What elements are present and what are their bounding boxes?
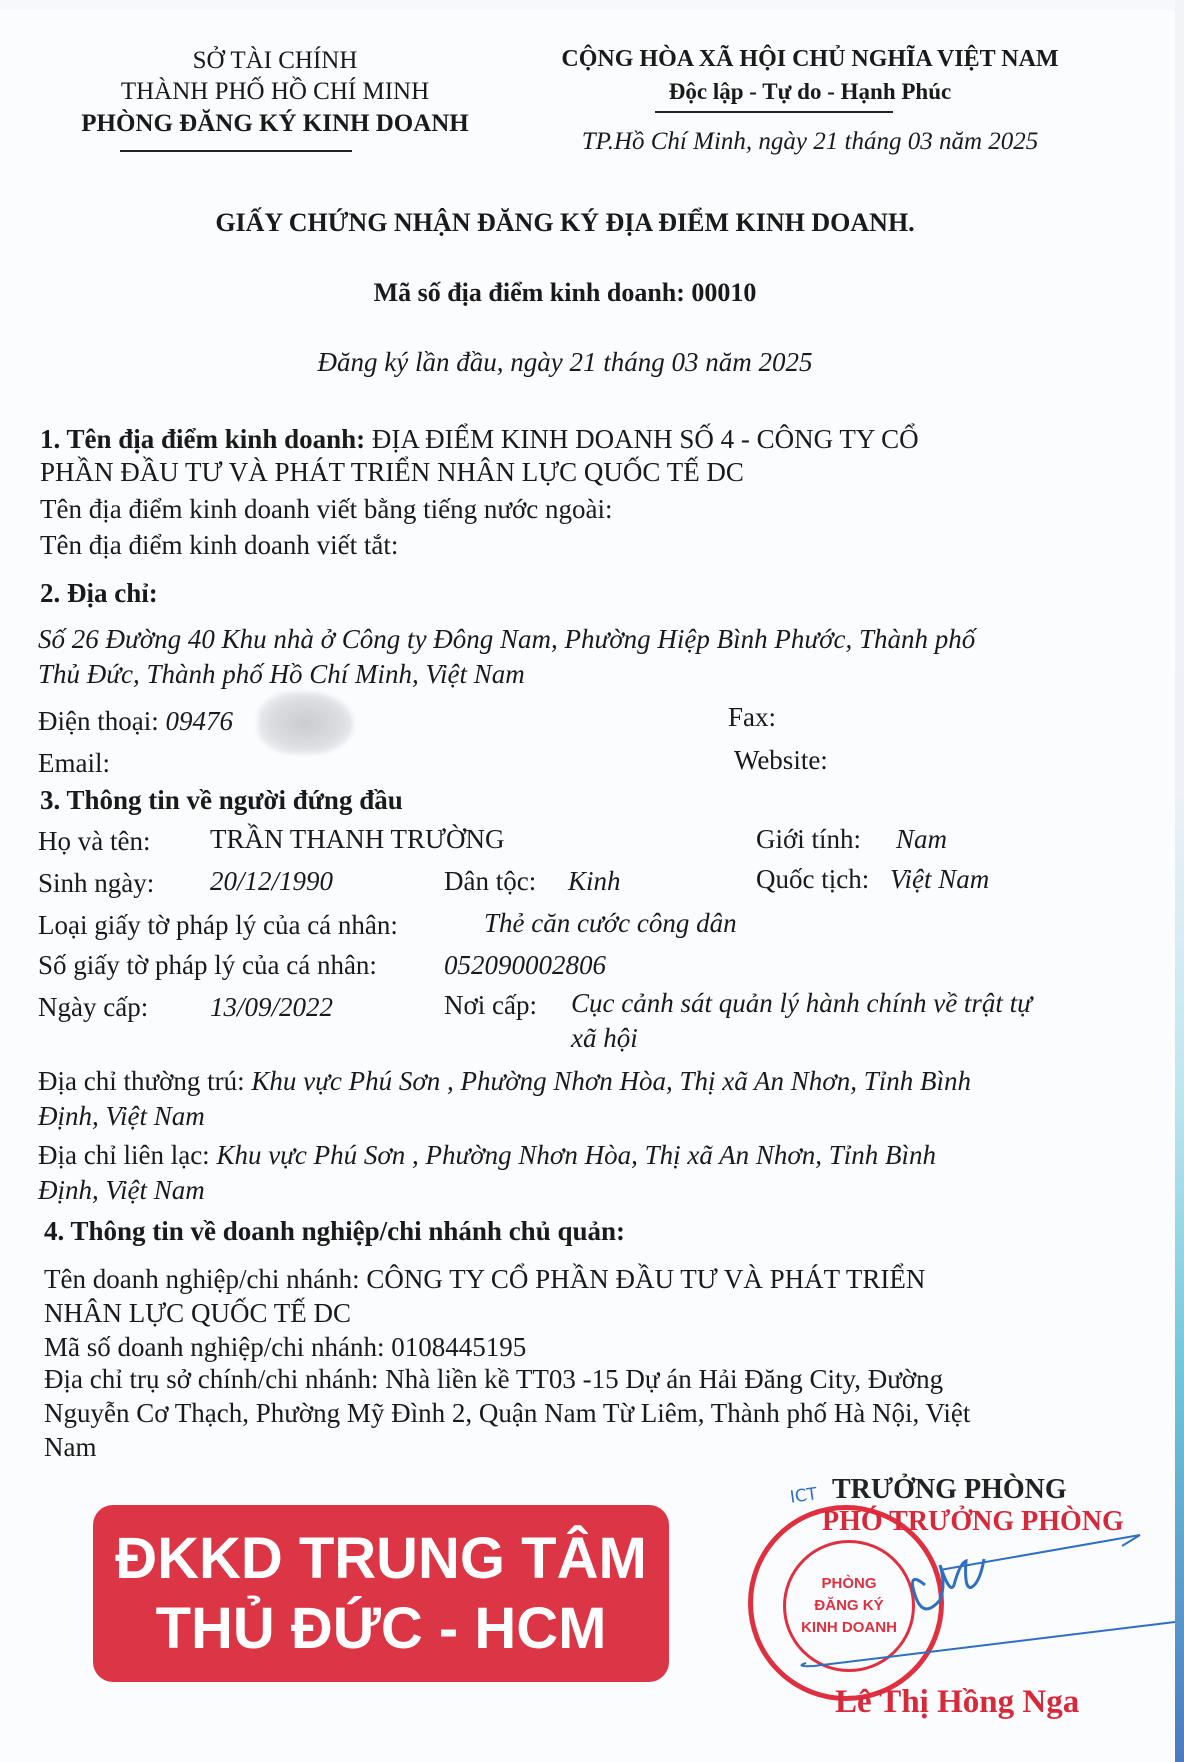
first-registration-date: Đăng ký lần đầu, ngày 21 tháng 03 năm 2025	[317, 347, 813, 377]
location-code: Mã số địa điểm kinh doanh: 00010	[373, 278, 757, 307]
section2-label: 2. Địa chỉ:	[40, 578, 158, 608]
section1-label: 1. Tên địa điểm kinh doanh:	[40, 424, 366, 454]
section3-label: 3. Thông tin về người đứng đầu	[40, 785, 403, 815]
id-number-value: 052090002806	[444, 950, 606, 980]
address-line1: Số 26 Đường 40 Khu nhà ở Công ty Đông Nam, Phường Hiệp Bình Phước, Thành phố	[38, 624, 976, 654]
permanent-address-line2: Định, Việt Nam	[38, 1101, 205, 1131]
section4-label: 4. Thông tin về doanh nghiệp/chi nhánh chủ quản:	[44, 1216, 626, 1246]
issue-date-value: 13/09/2022	[210, 992, 334, 1022]
phone-value: 09476	[165, 706, 233, 736]
issue-place-line1: Cục cảnh sát quản lý hành chính về trật tự	[571, 988, 1032, 1018]
name-value: TRẦN THANH TRƯỜNG	[210, 824, 505, 854]
section1-value: ĐỊA ĐIỂM KINH DOANH SỐ 4 - CÔNG TY CỔ	[365, 424, 919, 454]
signer-name: Lê Thị Hồng Nga	[835, 1684, 1080, 1720]
ict-handwritten-mark: ICT	[788, 1484, 819, 1508]
website-label: Website:	[734, 745, 828, 775]
foreign-name-label: Tên địa điểm kinh doanh viết bằng tiếng nước ngoài:	[40, 494, 613, 524]
header-right-date: TP.Hồ Chí Minh, ngày 21 tháng 03 năm 2025	[581, 128, 1039, 155]
nationality-label: Quốc tịch:	[756, 864, 870, 894]
banner-line1: ĐKKD TRUNG TÂM	[115, 1525, 647, 1591]
permanent-address-value: Khu vực Phú Sơn , Phường Nhơn Hòa, Thị xã An Nhơn, Tỉnh Bình	[244, 1066, 971, 1096]
dob-label: Sinh ngày:	[38, 868, 155, 898]
header-left-line2: THÀNH PHỐ HỒ CHÍ MINH	[120, 78, 430, 105]
issue-date-label: Ngày cấp:	[38, 992, 149, 1022]
banner-line2: THỦ ĐỨC - HCM	[155, 1595, 607, 1661]
fax-label: Fax:	[728, 702, 777, 732]
parent-company-code: Mã số doanh nghiệp/chi nhánh: 0108445195	[44, 1332, 527, 1362]
stamp-line2: ĐĂNG KÝ	[814, 1597, 884, 1614]
issue-place-label: Nơi cấp:	[444, 990, 537, 1020]
header-left-line1: SỞ TÀI CHÍNH	[192, 47, 358, 74]
contact-address-value: Khu vực Phú Sơn , Phường Nhơn Hòa, Thị xã An Nhơn, Tỉnh Bình	[209, 1140, 937, 1170]
permanent-address-label: Địa chỉ thường trú:	[38, 1066, 245, 1096]
ethnicity-value: Kinh	[568, 866, 621, 896]
hq-address-line2: Nguyễn Cơ Thạch, Phường Mỹ Đình 2, Quận Nam Từ Liêm, Thành phố Hà Nội, Việt	[44, 1398, 971, 1428]
stamp-line1: PHÒNG	[821, 1575, 877, 1592]
issue-place-line2: xã hội	[571, 1023, 638, 1053]
deputy-title: PHÓ TRƯỞNG PHÒNG	[822, 1506, 1124, 1537]
id-type-label: Loại giấy tờ pháp lý của cá nhân:	[38, 910, 398, 940]
gender-value: Nam	[896, 824, 948, 854]
parent-company-line2: NHÂN LỰC QUỐC TẾ DC	[44, 1298, 351, 1328]
signature-title: TRƯỞNG PHÒNG	[832, 1474, 1067, 1505]
address-line2: Thủ Đức, Thành phố Hồ Chí Minh, Việt Nam	[38, 659, 525, 689]
hq-address-line1: Địa chỉ trụ sở chính/chi nhánh: Nhà liền kề TT03 -15 Dự án Hải Đăng City, Đường	[44, 1364, 944, 1394]
document-title: GIẤY CHỨNG NHẬN ĐĂNG KÝ ĐỊA ĐIỂM KINH DOANH.	[215, 208, 915, 237]
hq-address-line3: Nam	[44, 1432, 97, 1462]
phone-label: Điện thoại:	[38, 706, 159, 736]
header-right-motto: Độc lập - Tự do - Hạnh Phúc	[668, 79, 952, 104]
email-label: Email:	[38, 748, 110, 778]
contact-address-label: Địa chỉ liên lạc:	[38, 1140, 210, 1170]
section1-value-line2: PHẦN ĐẦU TƯ VÀ PHÁT TRIỂN NHÂN LỰC QUỐC TẾ DC	[40, 457, 744, 487]
dob-value: 20/12/1990	[210, 866, 334, 896]
parent-company-line1: Tên doanh nghiệp/chi nhánh: CÔNG TY CỔ PHẦN ĐẦU TƯ VÀ PHÁT TRIỂN	[44, 1264, 926, 1294]
ethnicity-label: Dân tộc:	[444, 866, 537, 896]
id-number-label: Số giấy tờ pháp lý của cá nhân:	[38, 950, 377, 980]
short-name-label: Tên địa điểm kinh doanh viết tắt:	[40, 530, 399, 560]
gender-label: Giới tính:	[756, 824, 862, 854]
stamp-line3: KINH DOANH	[801, 1619, 897, 1636]
nationality-value: Việt Nam	[890, 864, 990, 894]
name-label: Họ và tên:	[38, 826, 151, 856]
header-right-line1: CỘNG HÒA XÃ HỘI CHỦ NGHĨA VIỆT NAM	[561, 46, 1059, 72]
header-left-line3: PHÒNG ĐĂNG KÝ KINH DOANH	[81, 110, 469, 137]
id-type-value: Thẻ căn cước công dân	[484, 908, 737, 938]
contact-address-line2: Định, Việt Nam	[38, 1175, 205, 1205]
